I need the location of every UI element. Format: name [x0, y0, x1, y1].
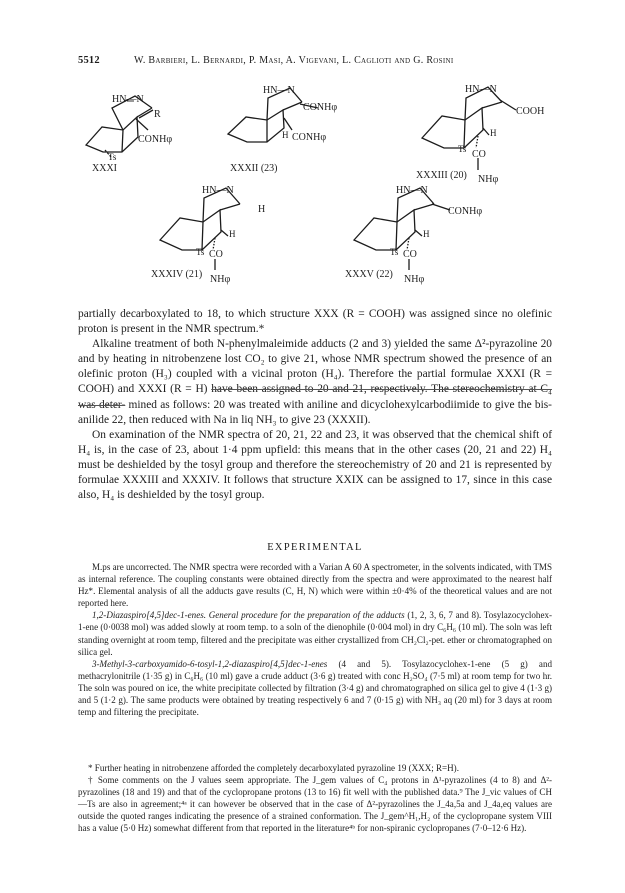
- paragraph-2c: mined as follows: 20 was treated with aniline and dicyclohexylcarbodiimide to give the bis-anilide 22, then reduced with Na in liq NH₃ to give 23 (XXXII).: [78, 398, 552, 426]
- structure-xxxi: [86, 96, 153, 158]
- footnote-2: † Some comments on the J values seem appropriate. The J_gem values of C₄ protons in Δ¹-pyrazolines (4 to 8) and Δ²-pyrazolines (18 and 19) and that of the cyclopropane protons (13 to 16) fit well with the published data.⁹ The J_vic values of CH—Ts are also in agreement;⁴ᵃ it can however be observed that in the case of Δ²-pyrazolines the J_4a,5a and J_4a,eq values are outside the quoted ranges indicating the presence of a strained conformation. The J_gem^H₁,H₂ of the cyclopropane system VIII has a value (5·0 Hz) somewhat different from that reported in the literature⁴ᵇ for non-spiranic cyclopropanes (7·0–12·6 Hz).: [78, 775, 552, 834]
- exp-paragraph-3-title: 3-Methyl-3-carboxyamido-6-tosyl-1,2-diazaspiro[4,5]dec-1-enes: [92, 658, 328, 669]
- s35-label: XXXV (22): [345, 269, 393, 280]
- chemical-structures-figure: [0, 0, 625, 300]
- exp-paragraph-3: [78, 658, 552, 718]
- s31-r: R: [154, 109, 161, 120]
- page-number: 5512: [78, 55, 100, 66]
- s33-cooh: COOH: [516, 106, 545, 117]
- s35-hn-n: HN—N: [396, 185, 428, 196]
- experimental-heading: EXPERIMENTAL: [267, 542, 363, 553]
- s31-label: XXXI: [92, 163, 117, 174]
- structure-xxxiv: [160, 188, 240, 270]
- s35-ts: Ts: [390, 247, 399, 257]
- s33-co: CO: [472, 149, 486, 160]
- exp-paragraph-2-text: (1, 2, 3, 6, 7 and 8). Tosylazocyclohex-1-ene (0·0038 mol) was added slowly at room temp. to a soln of the dienophile (0·004 mol) in dry C₆H₆ (10 ml). The soln was left standing overnight at room temp, filtered and the precipitate was either crystallized from CH₂Cl₂-pet. ether or chromatographed on silica gel.: [78, 610, 553, 657]
- s32-sub2: CONHφ: [292, 132, 327, 143]
- s31-hn-n: HN—N: [112, 94, 144, 105]
- s32-sub1: CONHφ: [303, 102, 338, 113]
- s34-label: XXXIV (21): [151, 269, 203, 280]
- s32-h: H: [282, 130, 289, 140]
- running-authors: W. Barbieri, L. Bernardi, P. Masi, A. Vigevani, L. Caglioti and G. Rosini: [134, 55, 454, 66]
- s33-hn-n: HN—N: [465, 84, 497, 95]
- s33-nh: NHφ: [478, 174, 499, 185]
- s34-nh: NHφ: [210, 274, 231, 285]
- exp-paragraph-1: M.ps are uncorrected. The NMR spectra were recorded with a Varian A 60 A spectrometer, in the solvents indicated, with TMS as internal reference. The coupling constants were obtained directly from the spectra and were approximated to the nearest half Hz*. Elemental analysis of all the adducts gave results (C, H, N) which were within ±0·4% of the theoretical values and are not reported here.: [78, 562, 552, 609]
- s34-co: CO: [209, 249, 223, 260]
- s34-h2: H: [229, 229, 236, 239]
- structure-xxxiii: [422, 87, 516, 170]
- paragraph-3: On examination of the NMR spectra of 20, 21, 22 and 23, it was observed that the chemical shift of H₄ is, in the case of 23, about 1·4 ppm upfield: this means that in the other cases (20, 21 and 22) H₄ must be deshielded by the tosyl group and therefore the stereochemistry of 20 and 21 is represented by formulae XXXIII and XXXIV. It follows that structure XXIX can be assigned to 17, since in this case also, H₄ is deshielded by the tosyl group.: [78, 428, 552, 502]
- s31-ts: Ts: [108, 152, 117, 162]
- main-text: [78, 307, 552, 503]
- s35-co: CO: [403, 249, 417, 260]
- s35-sub: CONHφ: [448, 206, 483, 217]
- paragraph-2a: Alkaline treatment of both N-phenylmaleimide adducts (2 and 3) yielded the same Δ²-pyrazoline 20 and by heating in nitrobenzene lost CO₂ to give 21, whose NMR spectrum showed the presence of an olefinic proton (H₃) coupled with a vicinal proton (H₄). Therefore the partial formulae XXXI (R = COOH) and XXXI (R = H): [78, 338, 552, 396]
- s32-label: XXXII (23): [230, 163, 278, 174]
- s35-nh: NHφ: [404, 274, 425, 285]
- footnote-1: * Further heating in nitrobenzene afforded the completely decarboxylated pyrazoline 19 (XXX; R=H).: [88, 763, 459, 773]
- s34-hn-n: HN—N: [202, 185, 234, 196]
- s34-ts: Ts: [196, 247, 205, 257]
- s33-label: XXXIII (20): [416, 170, 467, 181]
- s32-hn-n: HN—N: [263, 85, 295, 96]
- footnotes: [78, 762, 552, 835]
- paragraph-2: [78, 337, 552, 428]
- paragraph-1: partially decarboxylated to 18, to which structure XXX (R = COOH) was assigned since no olefinic proton is present in the NMR spectrum.*: [78, 308, 552, 336]
- s31-sub: CONHφ: [138, 134, 173, 145]
- exp-paragraph-3-text: (4 and 5). Tosylazocyclohex-1-ene (5 g) and methacrylonitrile (1·35 g) in C₆H₆ (10 ml) gave a crude adduct (3·6 g) treated with conc H₂SO₄ (7·5 ml) at room temp for two hr. The soln was poured on ice, the white precipitate collected by filtration (3·4 g) and chromatographed on silica gel to give 4 (1·3 g) and 5 (1·2 g). The same products were obtained by treating respectively 6 and 7 (0·15 g) with NH₃ aq (20 ml) for 3 days at room temp and filtering the precipitate.: [78, 658, 552, 718]
- s33-ts: Ts: [458, 144, 467, 154]
- s33-h: H: [490, 128, 497, 138]
- experimental-section: [78, 561, 552, 718]
- s35-h: H: [423, 229, 430, 239]
- s34-h1: H: [258, 204, 266, 215]
- paragraph-2b-struck: have been assigned to 20 and 21, respectively. The stereochemistry at C₄ was deter-: [78, 383, 552, 411]
- exp-paragraph-2: [78, 609, 552, 657]
- structure-xxxv: [354, 188, 450, 270]
- exp-paragraph-2-title: 1,2-Diazaspiro[4,5]dec-1-enes. General procedure for the preparation of the adducts: [92, 610, 405, 621]
